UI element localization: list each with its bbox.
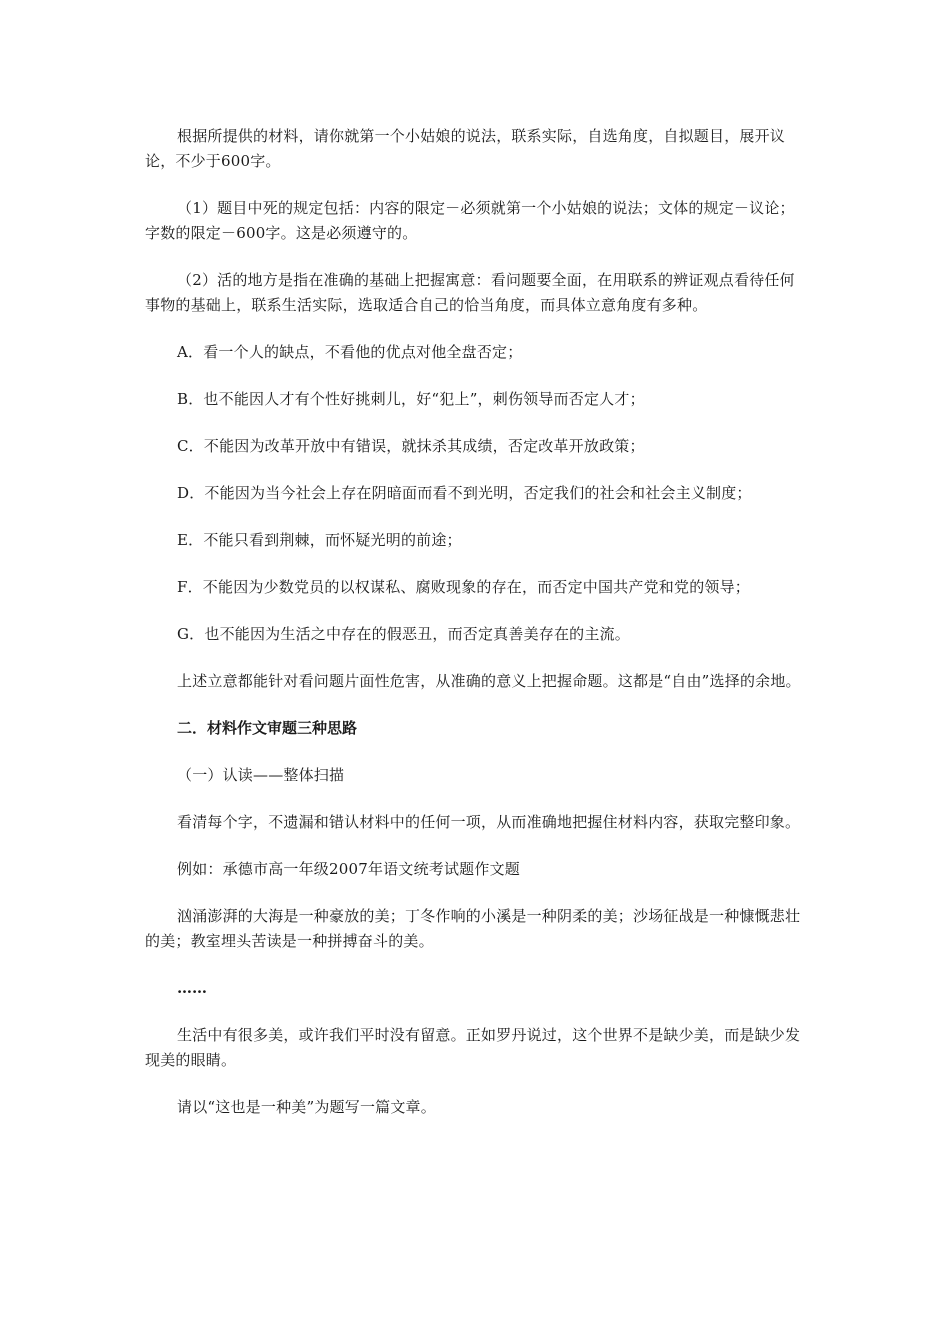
ellipsis: …… — [177, 979, 207, 997]
paragraph-prompt: 根据所提供的材料，请你就第一个小姑娘的说法，联系实际，自选角度，自拟题目，展开议论，不少于600字。 — [145, 127, 786, 170]
section-heading: 二．材料作文审题三种思路 — [177, 719, 358, 737]
paragraph-example-body: 汹涌澎湃的大海是一种豪放的美；丁冬作响的小溪是一种阴柔的美；沙场征战是一种慷慨悲壮的美；教室埋头苦读是一种拼搏奋斗的美。 — [145, 907, 801, 950]
list-item-b: B．也不能因人才有个性好挑刺儿，好“犯上”，刺伤领导而否定人才； — [177, 390, 645, 408]
document-page — [145, 124, 805, 1142]
list-item-c: C．不能因为改革开放中有错误，就抹杀其成绩，否定改革开放政策； — [177, 437, 645, 455]
paragraph-rule-1: （1）题目中死的规定包括：内容的限定－必须就第一个小姑娘的说法；文体的规定－议论；字数的限定－600字。这是必须遵守的。 — [145, 199, 795, 242]
list-item-g: G．也不能因为生活之中存在的假恶丑，而否定真善美存在的主流。 — [177, 625, 630, 643]
subsection-title: （一）认读——整体扫描 — [177, 766, 345, 784]
paragraph-assignment: 请以“这也是一种美”为题写一篇文章。 — [177, 1098, 436, 1116]
list-item-d: D．不能因为当今社会上存在阴暗面而看不到光明，否定我们的社会和社会主义制度； — [177, 484, 752, 502]
paragraph-summary: 上述立意都能针对看问题片面性危害，从准确的意义上把握命题。这都是“自由”选择的余地。 — [177, 672, 801, 690]
list-item-a: A．看一个人的缺点，不看他的优点对他全盘否定； — [177, 343, 523, 361]
paragraph-example-title: 例如：承德市高一年级2007年语文统考试题作文题 — [177, 860, 520, 878]
list-item-e: E．不能只看到荆棘，而怀疑光明的前途； — [177, 531, 462, 549]
paragraph-rule-2: （2）活的地方是指在准确的基础上把握寓意：看问题要全面，在用联系的辨证观点看待任何事物的基础上，联系生活实际，选取适合自己的恰当角度，而具体立意角度有多种。 — [145, 271, 795, 314]
list-item-f: F．不能因为少数党员的以权谋私、腐败现象的存在，而否定中国共产党和党的领导； — [177, 578, 751, 596]
paragraph-life-beauty: 生活中有很多美，或许我们平时没有留意。正如罗丹说过，这个世界不是缺少美，而是缺少发现美的眼睛。 — [145, 1026, 801, 1069]
paragraph-reading: 看清每个字，不遗漏和错认材料中的任何一项，从而准确地把握住材料内容，获取完整印象。 — [177, 813, 801, 831]
